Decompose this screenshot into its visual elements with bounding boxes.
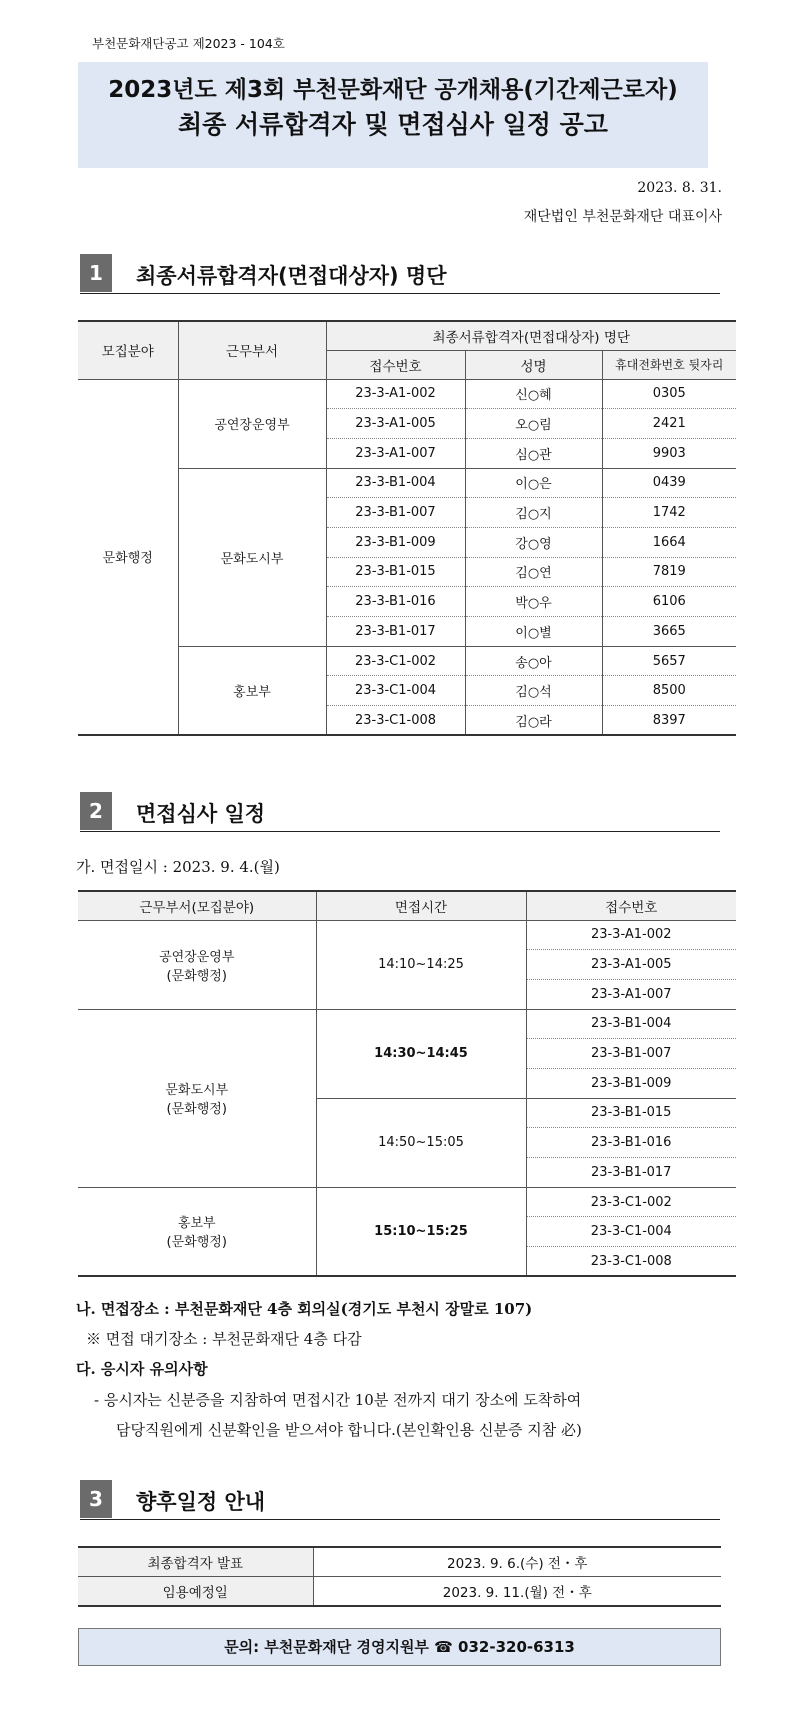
name-cell: 김○라: [465, 706, 602, 736]
table-header-row: [78, 891, 736, 920]
waiting-area: ※ 면접 대기장소 : 부천문화재단 4층 다감: [86, 1330, 362, 1348]
phone-cell: 1742: [602, 498, 736, 528]
section-title: 면접심사 일정: [136, 802, 266, 826]
receipt-cell: 23-3-B1-007: [526, 1039, 736, 1069]
phone-cell: 6106: [602, 587, 736, 617]
receipt-cell: 23-3-B1-009: [526, 1068, 736, 1098]
receipt-cell: 23-3-A1-005: [326, 409, 465, 439]
table-header-cell: 접수번호: [526, 891, 736, 920]
table-header-cell: 최종서류합격자(면접대상자) 명단: [326, 321, 736, 350]
contact-text: 문의: 부천문화재단 경영지원부 ☎ 032-320-6313: [224, 1638, 575, 1656]
dept-name: 홍보부: [177, 1216, 216, 1232]
receipt-cell: 23-3-B1-004: [326, 468, 465, 498]
receipt-cell: 23-3-B1-007: [326, 498, 465, 528]
receipt-cell: 23-3-B1-015: [526, 1098, 736, 1128]
name-cell: 이○별: [465, 617, 602, 647]
time-cell: 14:10~14:25: [316, 920, 526, 1009]
table-row: [78, 920, 736, 950]
dept-cell: [78, 920, 316, 1009]
dept-cell: 문화도시부: [178, 468, 326, 646]
receipt-cell: 23-3-A1-007: [326, 438, 465, 468]
table-row: [78, 1187, 736, 1217]
issuer: 재단법인 부천문화재단 대표이사: [523, 209, 722, 225]
table-header-cell: 성명: [465, 350, 602, 379]
name-cell: 심○관: [465, 438, 602, 468]
section-number: 1: [80, 254, 112, 292]
phone-cell: 9903: [602, 438, 736, 468]
receipt-cell: 23-3-B1-004: [526, 1009, 736, 1039]
phone-cell: 3665: [602, 617, 736, 647]
receipt-cell: 23-3-B1-009: [326, 527, 465, 557]
receipt-cell: 23-3-C1-008: [326, 706, 465, 736]
name-cell: 김○석: [465, 676, 602, 706]
phone-cell: 1664: [602, 527, 736, 557]
schedule-value: 2023. 9. 11.(월) 전・후: [313, 1577, 721, 1607]
table-row: [78, 1577, 721, 1607]
dept-cell: [78, 1187, 316, 1276]
dept-field: (문화행정): [166, 968, 227, 984]
table-row: [78, 1009, 736, 1039]
name-cell: 강○영: [465, 527, 602, 557]
time-cell: 14:30~14:45: [316, 1009, 526, 1098]
receipt-cell: 23-3-C1-008: [526, 1247, 736, 1277]
issue-date: 2023. 8. 31.: [637, 180, 722, 196]
dept-cell: 공연장운영부: [178, 379, 326, 468]
dept-field: (문화행정): [166, 1235, 227, 1251]
applicant-table: [78, 320, 736, 736]
schedule-value: 2023. 9. 6.(수) 전・후: [313, 1547, 721, 1577]
receipt-cell: 23-3-A1-005: [526, 950, 736, 980]
dept-cell: [78, 1009, 316, 1187]
receipt-cell: 23-3-A1-002: [326, 379, 465, 409]
table-header-cell: 모집분야: [78, 321, 178, 379]
table-header-cell: 접수번호: [326, 350, 465, 379]
page-subtitle: 최종 서류합격자 및 면접심사 일정 공고: [178, 109, 608, 139]
dept-field: (문화행정): [166, 1102, 227, 1118]
receipt-cell: 23-3-B1-016: [526, 1128, 736, 1158]
section-3-header: [80, 1480, 720, 1520]
candidate-notice-line1: - 응시자는 신분증을 지참하여 면접시간 10분 전까지 대기 장소에 도착하여: [94, 1391, 582, 1409]
dept-name: 문화도시부: [165, 1083, 229, 1099]
table-header-cell: 면접시간: [316, 891, 526, 920]
section-1-header: [80, 254, 720, 294]
section-title: 향후일정 안내: [136, 1490, 266, 1514]
receipt-cell: 23-3-C1-002: [326, 646, 465, 676]
schedule-label: 임용예정일: [78, 1577, 313, 1607]
table-row: [78, 1547, 721, 1577]
section-number: 2: [80, 792, 112, 830]
receipt-cell: 23-3-B1-015: [326, 557, 465, 587]
dept-cell: 홍보부: [178, 646, 326, 735]
phone-cell: 8500: [602, 676, 736, 706]
time-cell: 15:10~15:25: [316, 1187, 526, 1276]
page-title: 2023년도 제3회 부천문화재단 공개채용(기간제근로자): [108, 77, 678, 103]
field-cell: 문화행정: [78, 379, 178, 735]
candidate-notice-heading: 다. 응시자 유의사항: [76, 1360, 208, 1378]
name-cell: 박○우: [465, 587, 602, 617]
name-cell: 김○연: [465, 557, 602, 587]
table-header-cell: 근무부서: [178, 321, 326, 379]
doc-number: 부천문화재단공고 제2023 - 104호: [92, 36, 285, 51]
section-number: 3: [80, 1480, 112, 1518]
section-2-header: [80, 792, 720, 832]
interview-venue: 나. 면접장소 : 부천문화재단 4층 회의실(경기도 부천시 장말로 107): [76, 1300, 533, 1318]
interview-date: 가. 면접일시 : 2023. 9. 4.(월): [76, 858, 280, 876]
interview-schedule-table: [78, 890, 736, 1277]
phone-cell: 2421: [602, 409, 736, 439]
table-row: [78, 379, 736, 409]
candidate-notice-line2: 담당직원에게 신분확인을 받으셔야 합니다.(본인확인용 신분증 지참 必): [116, 1421, 582, 1439]
dept-name: 공연장운영부: [159, 949, 235, 965]
name-cell: 송○아: [465, 646, 602, 676]
future-schedule-table: [78, 1546, 721, 1607]
name-cell: 이○은: [465, 468, 602, 498]
name-cell: 오○림: [465, 409, 602, 439]
receipt-cell: 23-3-A1-007: [526, 979, 736, 1009]
phone-cell: 0439: [602, 468, 736, 498]
schedule-label: 최종합격자 발표: [78, 1547, 313, 1577]
title-box: [78, 62, 708, 168]
receipt-cell: 23-3-C1-002: [526, 1187, 736, 1217]
contact-box: [78, 1628, 721, 1666]
section-title: 최종서류합격자(면접대상자) 명단: [136, 264, 447, 288]
table-header-row: [78, 321, 736, 350]
name-cell: 신○혜: [465, 379, 602, 409]
table-header-cell: 휴대전화번호 뒷자리: [602, 350, 736, 379]
receipt-cell: 23-3-A1-002: [526, 920, 736, 950]
phone-cell: 7819: [602, 557, 736, 587]
name-cell: 김○지: [465, 498, 602, 528]
phone-cell: 5657: [602, 646, 736, 676]
phone-cell: 0305: [602, 379, 736, 409]
receipt-cell: 23-3-B1-016: [326, 587, 465, 617]
time-cell: 14:50~15:05: [316, 1098, 526, 1187]
table-header-cell: 근무부서(모집분야): [78, 891, 316, 920]
receipt-cell: 23-3-B1-017: [526, 1158, 736, 1188]
receipt-cell: 23-3-C1-004: [526, 1217, 736, 1247]
phone-cell: 8397: [602, 706, 736, 736]
receipt-cell: 23-3-C1-004: [326, 676, 465, 706]
receipt-cell: 23-3-B1-017: [326, 617, 465, 647]
